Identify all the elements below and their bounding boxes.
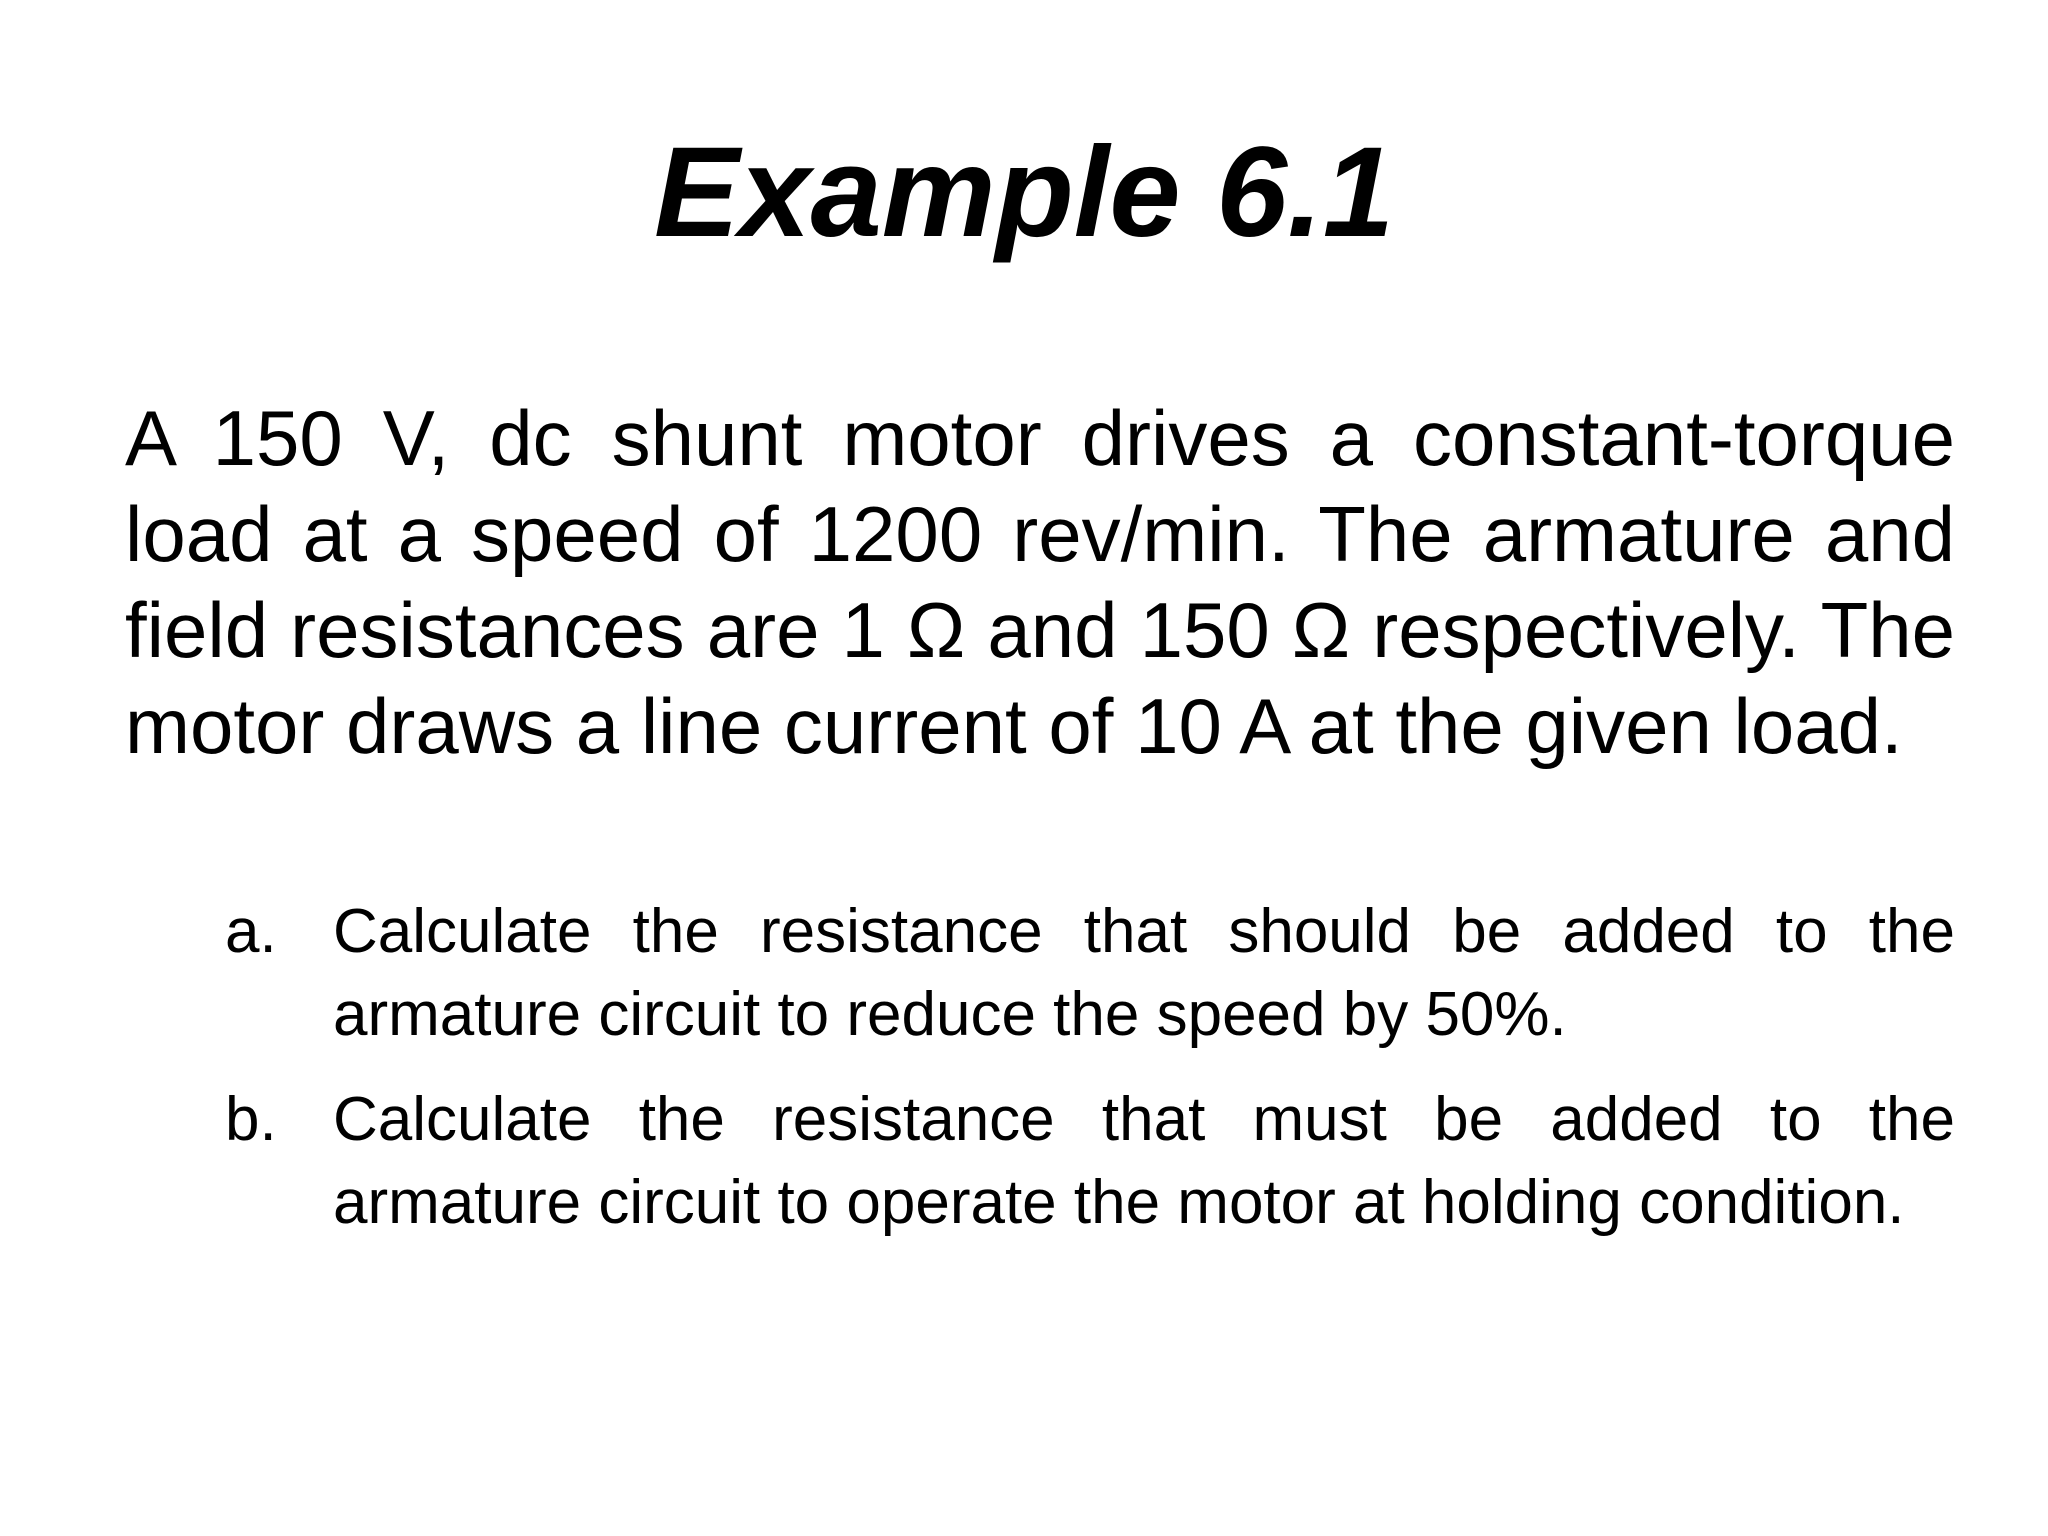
- question-marker-b: b.: [225, 1085, 277, 1154]
- slide-title: Example 6.1: [654, 121, 1394, 264]
- question-text-a: Calculate the resistance that should be added to the armature circuit to reduce the speed by 50%.: [333, 897, 1955, 1049]
- question-marker-a: a.: [225, 897, 277, 966]
- problem-statement: A 150 V, dc shunt motor drives a constant-torque load at a speed of 1200 rev/min. The armature and field resistances are 1 Ω and 150 Ω respectively. The motor draws a line current of 10 A at the given load.: [125, 394, 1955, 770]
- question-text-b: Calculate the resistance that must be added to the armature circuit to operate the motor at holding condition.: [333, 1085, 1955, 1237]
- question-item-a: [125, 890, 1955, 1056]
- question-list: [125, 890, 1955, 1266]
- question-item-b: [125, 1078, 1955, 1244]
